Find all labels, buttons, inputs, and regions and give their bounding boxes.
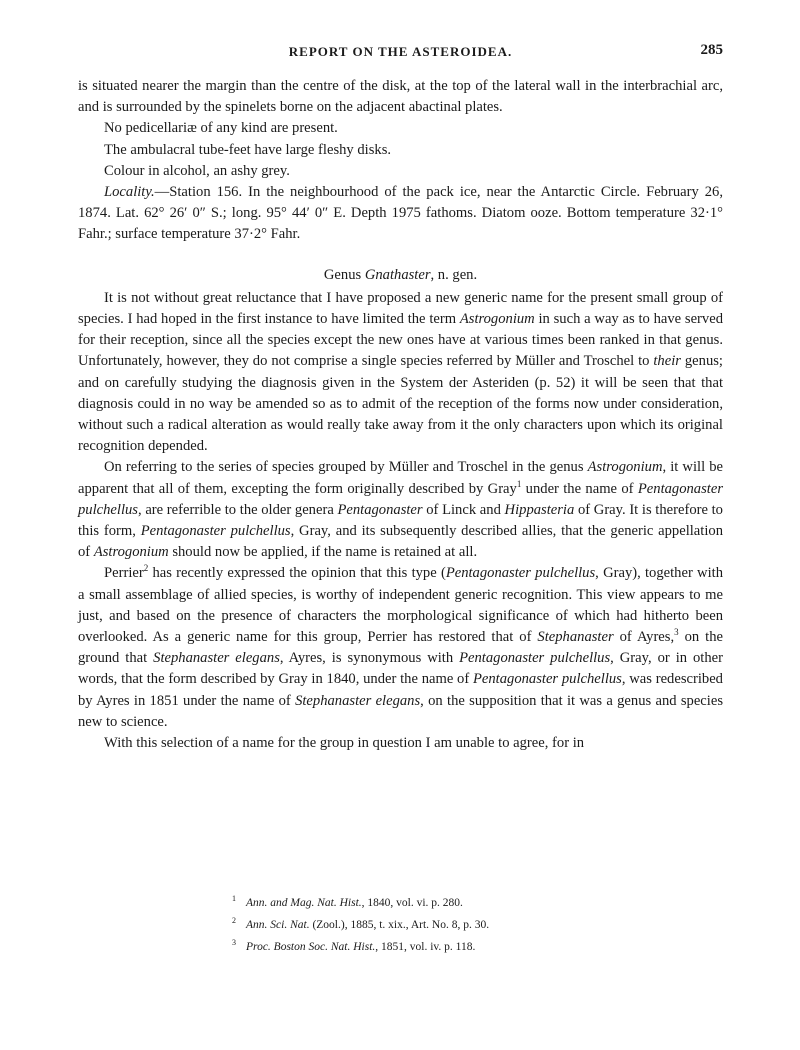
text-run: of Linck and bbox=[422, 501, 505, 518]
emphasis: their bbox=[653, 353, 681, 370]
taxon-name: Pentagonaster pulchellus bbox=[78, 480, 723, 518]
taxon-name: Pentagonaster pulchellus bbox=[459, 650, 611, 667]
paragraph-referring bbox=[78, 457, 723, 563]
footnote-1 bbox=[232, 890, 712, 912]
text-run: Perrier bbox=[104, 565, 144, 582]
text-run: , Gray, or in other words, that the form described by Gray in 1840, under the name of bbox=[78, 650, 723, 688]
section-gap bbox=[78, 246, 723, 265]
text-run: on the ground that bbox=[78, 629, 723, 667]
footnote-2 bbox=[232, 912, 712, 934]
heading-prefix: Genus bbox=[323, 266, 365, 283]
paragraph-continuation bbox=[78, 76, 723, 118]
taxon-name: Stephanaster elegans bbox=[295, 692, 421, 709]
paragraph-selection bbox=[78, 733, 723, 754]
footnote-ref: 2 bbox=[143, 563, 149, 574]
taxon-name: Astrogonium bbox=[93, 544, 169, 561]
locality-label: Locality. bbox=[104, 184, 155, 201]
taxon-name: Pentagonaster bbox=[337, 501, 423, 518]
heading-suffix: , n. gen. bbox=[430, 266, 478, 283]
taxon-name: Pentagonaster pulchellus bbox=[445, 565, 596, 582]
text-run: , Gray, and its subsequently described allies, that the generic appellation of bbox=[78, 523, 723, 561]
text-run: , Ayres, is synonymous with bbox=[279, 650, 460, 667]
text-run: of Gray. It is therefore to this form, bbox=[78, 501, 723, 540]
running-title: REPORT ON THE ASTEROIDEA. bbox=[288, 44, 513, 59]
paragraph-pedicellariae bbox=[78, 118, 723, 139]
footnotes bbox=[232, 890, 712, 955]
paragraph-text: No pedicellariæ of any kind are present. bbox=[104, 120, 338, 137]
taxon-name: Pentagonaster pulchellus bbox=[140, 523, 291, 540]
footnote-source: Proc. Boston Soc. Nat. Hist. bbox=[246, 940, 376, 953]
footnote-number: 2 bbox=[232, 915, 236, 925]
taxon-name: Astrogonium bbox=[459, 311, 535, 328]
taxon-name: Hippasteria bbox=[504, 501, 575, 518]
text-run: , it will be apparent that all of them, excepting the form originally described by Gray bbox=[78, 459, 723, 497]
taxon-name: Stephanaster bbox=[537, 629, 614, 646]
text-run: has recently expressed the opinion that this type ( bbox=[148, 565, 446, 582]
footnote-3 bbox=[232, 934, 712, 956]
text-run: , on the supposition that it was a genus and species new to science. bbox=[78, 692, 723, 730]
taxon-name: Stephanaster elegans bbox=[153, 650, 280, 667]
page-number: 285 bbox=[700, 42, 723, 58]
paragraph-text: Colour in alcohol, an ashy grey. bbox=[104, 162, 290, 179]
text-run: under the name of bbox=[521, 480, 638, 497]
text-run: in such a way as to have served for their reception, since all the species except the new ones have at various times been ranked in that genus. Unfortunately, however, they do not comprise a single species referred by Müller and Troschel to bbox=[78, 311, 723, 370]
paragraph-tube-feet bbox=[78, 140, 723, 161]
text-run: genus; and on carefully studying the diagnosis given in the System der Asteriden (p. 52) it will be seen that that diagnosis could in no way be amended so as to admit of the reception of the forms now under consideration, without such a radical alteration as would really take away from it the only characters upon which its original recognition depended. bbox=[78, 353, 723, 455]
footnote-number: 3 bbox=[232, 937, 236, 947]
footnote-detail: , 1851, vol. iv. p. 118. bbox=[375, 940, 476, 953]
paragraph-reluctance bbox=[78, 288, 723, 458]
text-run: On referring to the series of species grouped by Müller and Troschel in the genus bbox=[104, 459, 588, 476]
paragraph-perrier bbox=[78, 563, 723, 733]
footnote-ref: 1 bbox=[516, 478, 522, 489]
paragraph-text: —Station 156. In the neighbourhood of the pack ice, near the Antarctic Circle. February 26, 1874. Lat. 62° 26′ 0″ S.; long. 95° 44′ 0″ E. Depth 1975 fathoms. Diatom ooze. Bottom temperature 32·1° Fahr.; surface temperature 37·2° Fahr. bbox=[78, 184, 723, 243]
body-text bbox=[78, 76, 723, 754]
text-run: of Ayres, bbox=[613, 629, 675, 646]
paragraph-text: With this selection of a name for the group in question I am unable to agree, for in bbox=[104, 735, 585, 752]
section-heading bbox=[78, 265, 723, 286]
footnote-detail: , 1840, vol. vi. p. 280. bbox=[361, 896, 463, 909]
paragraph-text: The ambulacral tube-feet have large fleshy disks. bbox=[104, 141, 392, 158]
paragraph-locality bbox=[78, 182, 723, 246]
footnote-source: Ann. Sci. Nat. bbox=[246, 918, 310, 931]
text-run: , was redescribed by Ayres in 1851 under the name of bbox=[78, 671, 723, 709]
text-run: It is not without great reluctance that I have proposed a new generic name for the present small group of species. I had hoped in the first instance to have limited the term bbox=[78, 289, 723, 328]
footnote-source: Ann. and Mag. Nat. Hist. bbox=[246, 896, 362, 909]
page-header bbox=[78, 44, 723, 64]
text-run: , Gray), together with a small assemblage of allied species, is worthy of independent generic recognition. This view appears to me just, and based on the presence of characters the morphological significance of which had hitherto been overlooked. As a generic name for this group, Perrier has restored that of bbox=[78, 565, 723, 646]
taxon-name: Astrogonium bbox=[587, 459, 663, 476]
heading-genus: Gnathaster bbox=[364, 266, 431, 283]
footnote-number: 1 bbox=[232, 894, 236, 903]
paragraph-colour bbox=[78, 161, 723, 182]
text-run: , are referrible to the older genera bbox=[138, 501, 338, 518]
text-run: should now be applied, if the name is retained at all. bbox=[168, 544, 478, 561]
paragraph-text: is situated nearer the margin than the centre of the disk, at the top of the lateral wall in the interbrachial arc, and is surrounded by the spinelets borne on the adjacent abactinal plates. bbox=[78, 78, 723, 116]
footnote-detail: (Zool.), 1885, t. xix., Art. No. 8, p. 30. bbox=[309, 918, 490, 931]
footnote-ref: 3 bbox=[674, 627, 679, 638]
taxon-name: Pentagonaster pulchellus bbox=[472, 671, 622, 688]
